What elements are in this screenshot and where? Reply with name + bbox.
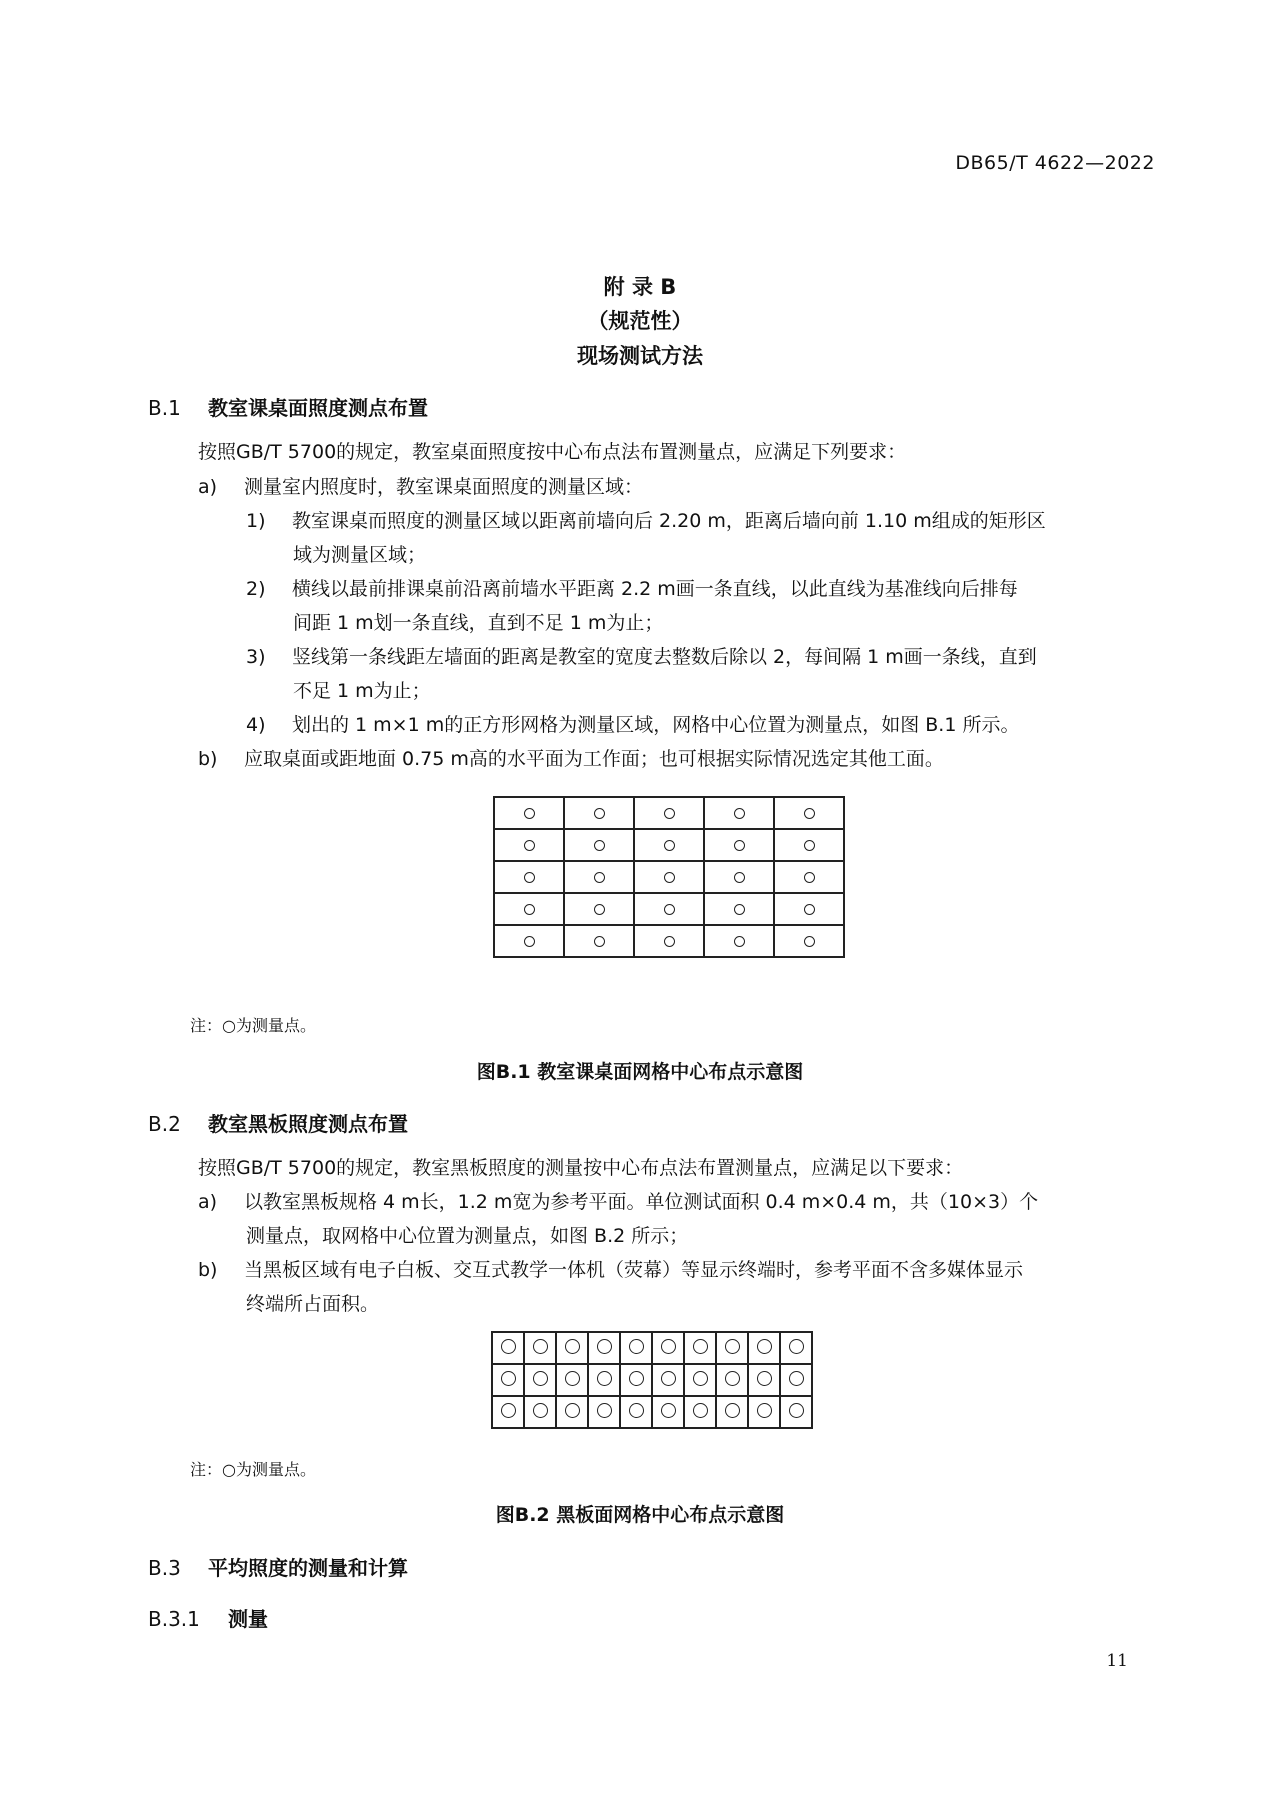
measurement-point-icon xyxy=(533,1371,548,1386)
b1-sub-1 xyxy=(246,512,1046,531)
grid-cell xyxy=(780,1364,812,1396)
grid-cell xyxy=(494,925,564,957)
item-label: 4) xyxy=(246,714,266,736)
item-label: b) xyxy=(198,748,218,770)
measurement-point-icon xyxy=(629,1339,644,1354)
b1-sub-2 xyxy=(246,580,1018,599)
grid-cell xyxy=(748,1332,780,1364)
grid-cell xyxy=(564,797,634,829)
grid-cell xyxy=(684,1396,716,1428)
measurement-point-icon xyxy=(524,904,535,915)
grid-cell xyxy=(556,1364,588,1396)
measurement-point-icon xyxy=(725,1371,740,1386)
grid-cell xyxy=(716,1396,748,1428)
b1-figure-note: 注：○为测量点。 xyxy=(190,1016,316,1035)
measurement-point-icon xyxy=(804,808,815,819)
measurement-point-icon xyxy=(734,904,745,915)
grid-cell xyxy=(634,893,704,925)
item-text: 当黑板区域有电子白板、交互式教学一体机（荧幕）等显示终端时，参考平面不含多媒体显示 xyxy=(244,1259,1024,1281)
grid-cell xyxy=(774,861,844,893)
measurement-point-icon xyxy=(594,808,605,819)
measurement-point-icon xyxy=(693,1371,708,1386)
grid-cell xyxy=(774,893,844,925)
section-number: B.3.1 xyxy=(148,1607,200,1631)
blackboard-grid-figure xyxy=(491,1331,813,1429)
measurement-point-icon xyxy=(524,808,535,819)
section-b1-heading xyxy=(148,392,428,421)
grid-cell xyxy=(556,1332,588,1364)
section-title: 教室黑板照度测点布置 xyxy=(208,1112,408,1136)
measurement-point-icon xyxy=(661,1339,676,1354)
grid-cell xyxy=(774,925,844,957)
grid-row xyxy=(494,829,844,861)
measurement-point-icon xyxy=(757,1371,772,1386)
measurement-point-icon xyxy=(664,872,675,883)
item-text: 应取桌面或距地面 0.75 m高的水平面为工作面；也可根据实际情况选定其他工面。 xyxy=(244,748,944,770)
grid-cell xyxy=(704,925,774,957)
grid-cell xyxy=(774,829,844,861)
grid-cell xyxy=(588,1364,620,1396)
section-b31-heading xyxy=(148,1603,268,1632)
grid-cell xyxy=(620,1364,652,1396)
item-text: 横线以最前排课桌前沿离前墙水平距离 2.2 m画一条直线，以此直线为基准线向后排每 xyxy=(292,578,1018,600)
appendix-title: 附 录 B xyxy=(603,275,677,299)
grid-cell xyxy=(492,1396,524,1428)
grid-cell xyxy=(494,829,564,861)
b1-intro: 按照GB/T 5700的规定，教室桌面照度按中心布点法布置测量点，应满足下列要求： xyxy=(198,441,907,463)
grid-cell xyxy=(748,1364,780,1396)
grid-cell xyxy=(684,1332,716,1364)
measurement-point-icon xyxy=(661,1371,676,1386)
grid-row xyxy=(494,797,844,829)
grid-row xyxy=(494,925,844,957)
measurement-point-icon xyxy=(804,840,815,851)
measurement-point-icon xyxy=(501,1403,516,1418)
b2-figure-note: 注：○为测量点。 xyxy=(190,1460,316,1479)
b2-item-a xyxy=(198,1193,1038,1212)
grid-cell xyxy=(684,1364,716,1396)
measurement-point-icon xyxy=(501,1339,516,1354)
grid-cell xyxy=(704,829,774,861)
item-label: b) xyxy=(198,1259,218,1281)
grid-cell xyxy=(620,1396,652,1428)
measurement-point-icon xyxy=(693,1339,708,1354)
grid-row xyxy=(492,1332,812,1364)
b2-intro: 按照GB/T 5700的规定，教室黑板照度的测量按中心布点法布置测量点，应满足以下要求： xyxy=(198,1157,964,1179)
measurement-point-icon xyxy=(664,904,675,915)
grid-cell xyxy=(704,797,774,829)
item-text: 划出的 1 m×1 m的正方形网格为测量区域，网格中心位置为测量点，如图 B.1 所示。 xyxy=(292,714,1020,736)
grid-cell xyxy=(524,1332,556,1364)
grid-cell xyxy=(564,925,634,957)
measurement-point-icon xyxy=(734,840,745,851)
grid-cell xyxy=(494,797,564,829)
b1-item-a xyxy=(198,478,643,497)
b1-sub-3 xyxy=(246,648,1037,667)
measurement-point-icon xyxy=(594,840,605,851)
measurement-point-icon xyxy=(533,1403,548,1418)
measurement-point-icon xyxy=(629,1371,644,1386)
b1-sub-4 xyxy=(246,716,1019,735)
measurement-point-icon xyxy=(661,1403,676,1418)
item-label: 2) xyxy=(246,578,266,600)
grid-cell xyxy=(780,1332,812,1364)
figure-b1-caption: 图B.1 教室课桌面网格中心布点示意图 xyxy=(476,1061,804,1083)
b2-item-b-cont: 终端所占面积。 xyxy=(246,1293,380,1315)
grid-cell xyxy=(588,1396,620,1428)
measurement-point-icon xyxy=(725,1339,740,1354)
appendix-name: 现场测试方法 xyxy=(577,344,703,368)
grid-cell xyxy=(704,861,774,893)
measurement-point-icon xyxy=(594,904,605,915)
grid-cell xyxy=(564,861,634,893)
section-title: 测量 xyxy=(228,1607,268,1631)
grid-cell xyxy=(748,1396,780,1428)
grid-cell xyxy=(716,1364,748,1396)
item-text: 竖线第一条线距左墙面的距离是教室的宽度去整数后除以 2，每间隔 1 m画一条线，直到 xyxy=(292,646,1037,668)
measurement-point-icon xyxy=(629,1403,644,1418)
item-label: a) xyxy=(198,476,218,498)
measurement-point-icon xyxy=(664,936,675,947)
appendix-nature: （规范性） xyxy=(587,309,693,333)
measurement-point-icon xyxy=(804,904,815,915)
figure-b2-caption: 图B.2 黑板面网格中心布点示意图 xyxy=(495,1504,785,1526)
grid-cell xyxy=(556,1396,588,1428)
measurement-point-icon xyxy=(565,1339,580,1354)
measurement-point-icon xyxy=(594,872,605,883)
measurement-point-icon xyxy=(597,1403,612,1418)
section-number: B.3 xyxy=(148,1556,181,1580)
measurement-point-icon xyxy=(725,1403,740,1418)
measurement-point-icon xyxy=(501,1371,516,1386)
page-number: 11 xyxy=(1106,1651,1128,1671)
measurement-point-icon xyxy=(524,872,535,883)
measurement-point-icon xyxy=(664,808,675,819)
section-number: B.2 xyxy=(148,1112,181,1136)
grid-cell xyxy=(634,925,704,957)
document-code: DB65/T 4622—2022 xyxy=(955,152,1155,174)
item-text: 教室课桌而照度的测量区域以距离前墙向后 2.20 m，距离后墙向前 1.10 m组成的矩形区 xyxy=(292,510,1046,532)
grid-cell xyxy=(494,893,564,925)
grid-cell xyxy=(780,1396,812,1428)
measurement-point-icon xyxy=(804,936,815,947)
measurement-point-icon xyxy=(789,1371,804,1386)
grid-row xyxy=(494,861,844,893)
b2-item-a-cont: 测量点，取网格中心位置为测量点，如图 B.2 所示； xyxy=(246,1225,689,1247)
b1-item-b xyxy=(198,750,944,769)
grid-cell xyxy=(524,1364,556,1396)
grid-cell xyxy=(704,893,774,925)
grid-row xyxy=(494,893,844,925)
grid-cell xyxy=(634,797,704,829)
section-b3-heading xyxy=(148,1552,408,1581)
b1-sub-3-cont: 不足 1 m为止； xyxy=(293,680,431,702)
grid-cell xyxy=(652,1364,684,1396)
grid-cell xyxy=(774,797,844,829)
grid-cell xyxy=(494,861,564,893)
measurement-point-icon xyxy=(524,936,535,947)
grid-cell xyxy=(588,1332,620,1364)
b2-item-b xyxy=(198,1261,1023,1280)
grid-row xyxy=(492,1364,812,1396)
measurement-point-icon xyxy=(597,1339,612,1354)
grid-cell xyxy=(620,1332,652,1364)
item-text: 以教室黑板规格 4 m长，1.2 m宽为参考平面。单位测试面积 0.4 m×0.4 m，共（10×3）个 xyxy=(244,1191,1039,1213)
desk-grid-figure xyxy=(493,796,845,958)
measurement-point-icon xyxy=(789,1403,804,1418)
section-title: 平均照度的测量和计算 xyxy=(208,1556,408,1580)
measurement-point-icon xyxy=(789,1339,804,1354)
section-title: 教室课桌面照度测点布置 xyxy=(208,396,428,420)
measurement-point-icon xyxy=(734,808,745,819)
measurement-point-icon xyxy=(734,872,745,883)
b1-sub-1-cont: 域为测量区域； xyxy=(293,544,427,566)
section-b2-heading xyxy=(148,1108,408,1137)
grid-cell xyxy=(634,829,704,861)
grid-cell xyxy=(652,1332,684,1364)
b1-sub-2-cont: 间距 1 m划一条直线，直到不足 1 m为止； xyxy=(293,612,664,634)
measurement-point-icon xyxy=(734,936,745,947)
measurement-point-icon xyxy=(565,1371,580,1386)
measurement-point-icon xyxy=(693,1403,708,1418)
measurement-point-icon xyxy=(533,1339,548,1354)
grid-cell xyxy=(716,1332,748,1364)
measurement-point-icon xyxy=(757,1339,772,1354)
measurement-point-icon xyxy=(597,1371,612,1386)
grid-cell xyxy=(524,1396,556,1428)
item-text: 测量室内照度时，教室课桌面照度的测量区域： xyxy=(244,476,644,498)
grid-cell xyxy=(492,1364,524,1396)
grid-cell xyxy=(492,1332,524,1364)
grid-cell xyxy=(634,861,704,893)
grid-cell xyxy=(564,893,634,925)
grid-cell xyxy=(652,1396,684,1428)
measurement-point-icon xyxy=(757,1403,772,1418)
measurement-point-icon xyxy=(804,872,815,883)
measurement-point-icon xyxy=(664,840,675,851)
measurement-point-icon xyxy=(565,1403,580,1418)
grid-cell xyxy=(564,829,634,861)
measurement-point-icon xyxy=(524,840,535,851)
item-label: 1) xyxy=(246,510,266,532)
measurement-point-icon xyxy=(594,936,605,947)
item-label: a) xyxy=(198,1191,218,1213)
section-number: B.1 xyxy=(148,396,181,420)
grid-row xyxy=(492,1396,812,1428)
item-label: 3) xyxy=(246,646,266,668)
